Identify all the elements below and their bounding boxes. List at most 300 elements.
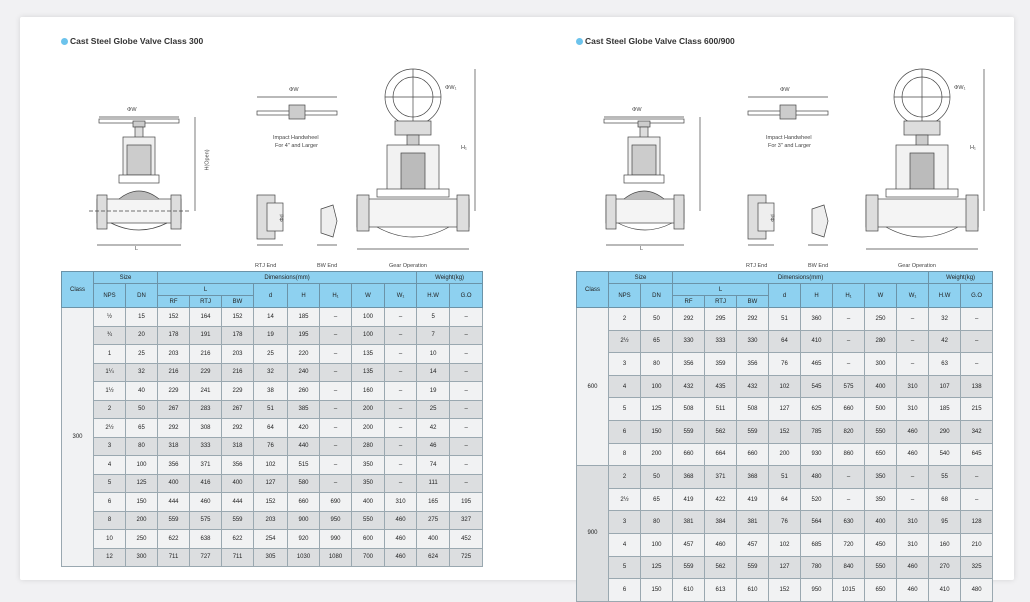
table-cell: 200 [126, 511, 158, 530]
table-row [577, 533, 993, 556]
table-cell: 820 [833, 420, 865, 443]
table-cell: 508 [673, 398, 705, 421]
table-cell: 64 [769, 488, 801, 511]
table-cell: 178 [158, 326, 190, 345]
table-cell: 660 [673, 443, 705, 466]
table-cell: 76 [254, 437, 288, 456]
table-cell: 100 [641, 375, 673, 398]
table-cell: – [320, 474, 352, 493]
table-cell: 2½ [94, 419, 126, 438]
table-cell: 613 [705, 579, 737, 602]
table-cell: 650 [865, 443, 897, 466]
table-cell: 8 [609, 443, 641, 466]
table-cell: 203 [254, 511, 288, 530]
table-cell: 160 [929, 533, 961, 556]
table-row [62, 474, 483, 493]
table-cell: 195 [288, 326, 320, 345]
bullet-dot-icon [61, 38, 68, 45]
table-cell: – [833, 488, 865, 511]
header-rf: RF [673, 296, 705, 308]
table-cell: 32 [254, 363, 288, 382]
table-cell: 318 [222, 437, 254, 456]
table-cell: 660 [737, 443, 769, 466]
table-cell: 250 [865, 308, 897, 331]
table-cell: 102 [254, 456, 288, 475]
caption-l: L [640, 246, 644, 252]
caption-gear-operation: Gear Operation [898, 263, 936, 269]
table-cell: 1½ [94, 382, 126, 401]
table-cell: – [320, 308, 352, 327]
table-cell: – [320, 363, 352, 382]
header-size: Size [609, 272, 673, 284]
table-cell: – [450, 419, 483, 438]
header-h: H [801, 284, 833, 308]
header-rtj: RTJ [190, 296, 222, 308]
table-cell: 400 [865, 511, 897, 534]
table-cell: – [320, 437, 352, 456]
table-cell: 292 [222, 419, 254, 438]
table-cell: 6 [609, 579, 641, 602]
table-cell: – [385, 382, 417, 401]
table-cell: 416 [190, 474, 222, 493]
table-cell: 32 [929, 308, 961, 331]
table-cell: 950 [801, 579, 833, 602]
table-cell: 356 [673, 353, 705, 376]
table-cell: 63 [929, 353, 961, 376]
table-cell: – [385, 326, 417, 345]
table-cell: 14 [254, 308, 288, 327]
table-cell: 55 [929, 466, 961, 489]
table-cell: 2½ [609, 488, 641, 511]
table-cell: – [385, 474, 417, 493]
table-cell: 6 [609, 420, 641, 443]
table-cell: 725 [450, 548, 483, 567]
caption-h1: H₁ [461, 145, 467, 151]
table-cell: 622 [222, 530, 254, 549]
table-cell: – [961, 488, 993, 511]
table-row [577, 375, 993, 398]
table-cell: 860 [833, 443, 865, 466]
table-cell: 2 [609, 308, 641, 331]
table-cell: – [450, 437, 483, 456]
table-cell: 685 [801, 533, 833, 556]
table-cell: 422 [705, 488, 737, 511]
panel-title [576, 36, 735, 46]
table-cell: 460 [385, 530, 417, 549]
table-row [577, 420, 993, 443]
table-cell: 203 [222, 345, 254, 364]
table-cell: 622 [158, 530, 190, 549]
header-class: Class [577, 272, 609, 308]
caption-rtj-end: RTJ End [255, 263, 277, 269]
table-cell: 65 [641, 488, 673, 511]
table-cell: 381 [737, 511, 769, 534]
table-cell: 229 [190, 363, 222, 382]
table-cell: – [385, 345, 417, 364]
table-cell: 480 [801, 466, 833, 489]
table-cell: 500 [865, 398, 897, 421]
table-cell: 356 [737, 353, 769, 376]
table-cell: – [450, 382, 483, 401]
table-cell: 216 [190, 345, 222, 364]
table-cell: 410 [801, 330, 833, 353]
table-cell: 3 [609, 511, 641, 534]
table-cell: 292 [673, 308, 705, 331]
table-row [62, 363, 483, 382]
table-cell: 10 [417, 345, 450, 364]
table-cell: 150 [641, 420, 673, 443]
table-cell: 64 [254, 419, 288, 438]
table-cell: 95 [929, 511, 961, 534]
table-cell: 310 [385, 493, 417, 512]
table-cell: 444 [158, 493, 190, 512]
table-cell: 283 [190, 400, 222, 419]
caption-rtj-end: RTJ End [746, 263, 768, 269]
table-cell: 1030 [288, 548, 320, 567]
caption-d: Φd [279, 214, 286, 222]
table-row [577, 466, 993, 489]
table-cell: 840 [833, 556, 865, 579]
table-cell: – [961, 308, 993, 331]
table-cell: 368 [673, 466, 705, 489]
table-cell: 50 [641, 308, 673, 331]
table-cell: 40 [126, 382, 158, 401]
class-600-900-panel [576, 17, 996, 593]
table-cell: 125 [126, 474, 158, 493]
table-cell: 195 [450, 493, 483, 512]
header-go: G.O [450, 284, 483, 308]
table-cell: 452 [450, 530, 483, 549]
table-cell: 14 [417, 363, 450, 382]
table-cell: – [961, 353, 993, 376]
header-l: L [673, 284, 769, 296]
table-cell: – [385, 400, 417, 419]
caption-w-impact: ΦW [780, 87, 790, 93]
table-cell: 310 [897, 533, 929, 556]
caption-impact: Impact Handwheel [273, 135, 319, 141]
table-cell: 229 [158, 382, 190, 401]
table-cell: 215 [961, 398, 993, 421]
table-row [62, 511, 483, 530]
table-cell: 4 [94, 456, 126, 475]
panel-title-text: Cast Steel Globe Valve Class 300 [70, 36, 204, 46]
table-cell: 267 [158, 400, 190, 419]
table-cell: 330 [673, 330, 705, 353]
table-cell: 241 [190, 382, 222, 401]
table-cell: 550 [865, 420, 897, 443]
table-cell: 638 [190, 530, 222, 549]
table-cell: 350 [352, 456, 385, 475]
table-cell: 100 [352, 308, 385, 327]
table-cell: 220 [288, 345, 320, 364]
header-h: H [288, 284, 320, 308]
header-hw: H.W [929, 284, 961, 308]
table-cell: 350 [865, 488, 897, 511]
table-cell: 152 [158, 308, 190, 327]
table-cell: 125 [641, 556, 673, 579]
table-cell: 160 [352, 382, 385, 401]
table-cell: 920 [288, 530, 320, 549]
table-cell: 127 [769, 398, 801, 421]
header-w1: W₁ [897, 284, 929, 308]
table-cell: 545 [801, 375, 833, 398]
table-cell: 250 [126, 530, 158, 549]
table-cell: 650 [865, 579, 897, 602]
panel-title-text: Cast Steel Globe Valve Class 600/900 [585, 36, 735, 46]
table-cell: 400 [222, 474, 254, 493]
header-d: d [769, 284, 801, 308]
table-cell: 610 [737, 579, 769, 602]
table-cell: 660 [833, 398, 865, 421]
table-cell: 295 [705, 308, 737, 331]
header-size: Size [94, 272, 158, 284]
caption-w1: ΦW₁ [445, 85, 457, 91]
caption-d: Φd [770, 214, 777, 222]
table-cell: 229 [222, 382, 254, 401]
table-cell: 305 [254, 548, 288, 567]
table-cell: 50 [126, 400, 158, 419]
table-cell: 51 [769, 308, 801, 331]
header-dimensions: Dimensions(mm) [158, 272, 417, 284]
table-row [577, 330, 993, 353]
table-cell: 460 [897, 443, 929, 466]
table-cell: 80 [641, 353, 673, 376]
table-cell: 107 [929, 375, 961, 398]
table-cell: 152 [769, 579, 801, 602]
table-cell: 356 [158, 456, 190, 475]
table-cell: 2½ [609, 330, 641, 353]
table-cell: 74 [417, 456, 450, 475]
table-cell: 165 [417, 493, 450, 512]
caption-w: ΦW [632, 107, 642, 113]
table-cell: – [450, 326, 483, 345]
table-cell: – [450, 400, 483, 419]
table-cell: 465 [801, 353, 833, 376]
table-row [577, 398, 993, 421]
header-rf: RF [158, 296, 190, 308]
table-cell: 460 [705, 533, 737, 556]
table-cell: 400 [352, 493, 385, 512]
table-cell: 200 [352, 419, 385, 438]
table-cell: 1¼ [94, 363, 126, 382]
table-cell: 356 [222, 456, 254, 475]
caption-h1: H₁ [970, 145, 976, 151]
table-cell: 325 [961, 556, 993, 579]
table-cell: 65 [641, 330, 673, 353]
table-cell: 727 [190, 548, 222, 567]
table-cell: – [961, 330, 993, 353]
table-cell: 550 [352, 511, 385, 530]
table-cell: 51 [769, 466, 801, 489]
table-cell: 216 [222, 363, 254, 382]
table-cell: 645 [961, 443, 993, 466]
table-cell: 2 [94, 400, 126, 419]
table-cell: 128 [961, 511, 993, 534]
table-cell: 152 [222, 308, 254, 327]
table-cell: 135 [352, 363, 385, 382]
table-cell: 42 [929, 330, 961, 353]
table-cell: 575 [190, 511, 222, 530]
header-rtj: RTJ [705, 296, 737, 308]
table-cell: – [450, 308, 483, 327]
header-class: Class [62, 272, 94, 308]
table-cell: 51 [254, 400, 288, 419]
table-cell: 371 [190, 456, 222, 475]
table-cell: 330 [737, 330, 769, 353]
table-cell: 3 [94, 437, 126, 456]
table-cell: – [385, 456, 417, 475]
table-cell: – [833, 308, 865, 331]
class-300-dimension-table [61, 271, 483, 567]
table-cell: 1015 [833, 579, 865, 602]
table-row [577, 556, 993, 579]
table-cell: 5 [417, 308, 450, 327]
header-weight: Weight(kg) [417, 272, 483, 284]
table-cell: 178 [222, 326, 254, 345]
table-cell: 15 [126, 308, 158, 327]
table-cell: 260 [288, 382, 320, 401]
table-cell: 420 [288, 419, 320, 438]
table-cell: 720 [833, 533, 865, 556]
table-cell: 240 [288, 363, 320, 382]
table-cell: 68 [929, 488, 961, 511]
table-cell: 150 [126, 493, 158, 512]
table-cell: 900 [288, 511, 320, 530]
table-cell: 480 [961, 579, 993, 602]
table-cell: 400 [865, 375, 897, 398]
table-cell: 42 [417, 419, 450, 438]
table-cell: 20 [126, 326, 158, 345]
globe-valve-drawing-icon [61, 49, 481, 264]
header-dn: DN [126, 284, 158, 308]
table-cell: 102 [769, 533, 801, 556]
table-cell: 410 [929, 579, 961, 602]
header-dn: DN [641, 284, 673, 308]
caption-impact-size: For 3" and Larger [768, 143, 811, 149]
table-cell: 350 [352, 474, 385, 493]
table-cell: 371 [705, 466, 737, 489]
caption-impact: Impact Handwheel [766, 135, 812, 141]
table-cell: 1080 [320, 548, 352, 567]
table-cell: – [450, 363, 483, 382]
table-cell: – [320, 345, 352, 364]
header-w: W [352, 284, 385, 308]
table-cell: 785 [801, 420, 833, 443]
header-hw: H.W [417, 284, 450, 308]
table-cell: 102 [769, 375, 801, 398]
bullet-dot-icon [576, 38, 583, 45]
table-cell: – [897, 353, 929, 376]
table-cell: 7 [417, 326, 450, 345]
globe-valve-drawing-icon [576, 49, 996, 264]
table-cell: 10 [94, 530, 126, 549]
header-weight: Weight(kg) [929, 272, 993, 284]
table-cell: 76 [769, 511, 801, 534]
header-bw: BW [737, 296, 769, 308]
table-cell: 80 [126, 437, 158, 456]
table-cell: 559 [673, 556, 705, 579]
table-cell: 460 [897, 420, 929, 443]
table-row [577, 353, 993, 376]
table-cell: 267 [222, 400, 254, 419]
table-cell: – [450, 345, 483, 364]
table-cell: – [385, 363, 417, 382]
table-cell: 460 [897, 556, 929, 579]
table-row [577, 443, 993, 466]
table-cell: – [961, 466, 993, 489]
table-cell: 432 [737, 375, 769, 398]
table-row [62, 326, 483, 345]
table-cell: 550 [865, 556, 897, 579]
table-cell: 432 [673, 375, 705, 398]
table-cell: 275 [417, 511, 450, 530]
table-cell: 280 [352, 437, 385, 456]
table-cell: 127 [254, 474, 288, 493]
table-cell: 8 [94, 511, 126, 530]
caption-w: ΦW [127, 107, 137, 113]
table-cell: 203 [158, 345, 190, 364]
table-cell: 270 [929, 556, 961, 579]
table-cell: 6 [94, 493, 126, 512]
table-cell: ¾ [94, 326, 126, 345]
table-cell: 254 [254, 530, 288, 549]
table-cell: – [385, 308, 417, 327]
table-cell: – [320, 326, 352, 345]
table-cell: 152 [254, 493, 288, 512]
header-l: L [158, 284, 254, 296]
table-cell: 5 [609, 556, 641, 579]
table-cell: 508 [737, 398, 769, 421]
table-cell: 127 [769, 556, 801, 579]
table-cell: 359 [705, 353, 737, 376]
catalog-sheet [20, 17, 1014, 593]
table-cell: 12 [94, 548, 126, 567]
table-row [62, 345, 483, 364]
table-cell: 368 [737, 466, 769, 489]
panel-title [61, 36, 203, 46]
table-cell: 562 [705, 556, 737, 579]
caption-w-impact: ΦW [289, 87, 299, 93]
table-cell: 460 [190, 493, 222, 512]
table-cell: 575 [833, 375, 865, 398]
header-go: G.O [961, 284, 993, 308]
caption-l: L [135, 246, 139, 252]
table-cell: 711 [222, 548, 254, 567]
table-cell: 580 [288, 474, 320, 493]
header-w: W [865, 284, 897, 308]
header-bw: BW [222, 296, 254, 308]
table-row [62, 456, 483, 475]
valve-drawings [576, 49, 996, 269]
table-row [62, 419, 483, 438]
header-w1: W₁ [385, 284, 417, 308]
table-cell: 25 [254, 345, 288, 364]
table-cell: 310 [897, 375, 929, 398]
table-cell: 200 [352, 400, 385, 419]
table-cell: 600 [352, 530, 385, 549]
table-row [62, 437, 483, 456]
table-cell: 200 [769, 443, 801, 466]
table-cell: 1 [94, 345, 126, 364]
header-nps: NPS [609, 284, 641, 308]
class-300-panel [61, 17, 481, 580]
table-cell: – [320, 382, 352, 401]
header-h1: H₁ [320, 284, 352, 308]
table-cell: – [385, 437, 417, 456]
class-600-900-dimension-table [576, 271, 993, 602]
table-cell: 700 [352, 548, 385, 567]
table-cell: 292 [158, 419, 190, 438]
